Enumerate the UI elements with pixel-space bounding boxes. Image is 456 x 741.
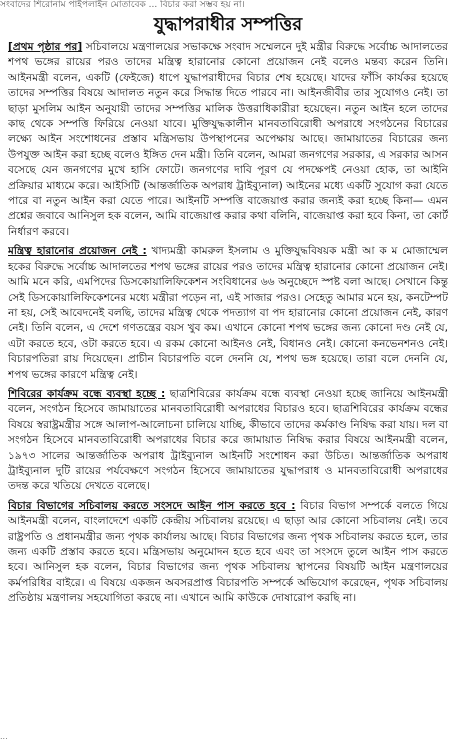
paragraph-3-lead: শিবিরের কার্যক্রম বন্ধে ব্যবস্থা হচ্ছে : — [8, 387, 166, 400]
paragraph-4-lead: বিচার বিভাগের সচিবালয় করতে সংসদে আইন পাস করতে হবে : — [8, 499, 296, 512]
paragraph-1 — [8, 40, 448, 240]
paragraph-3 — [8, 387, 448, 495]
paragraph-1-text: সচিবালয়ে মন্ত্রণালয়ের সভাকক্ষে সংবাদ সম্মেলনে দুই মন্ত্রীর বিরুদ্ধে সর্বোচ্চ আদালতের শপথ ভঙ্গের রায়ের পরও তাদের মন্ত্রিত্ব হারানোর কোনো প্রয়োজন নেই বলেও মন্তব্য করেন তিনি। আইনমন্ত্রী বলেন, একটি (ফেইজে) ধাপে যুদ্ধাপরাধীদের বিচার শেষ হয়েছে। যাদের ফাঁসি কার্যকর হয়েছে তাদের সম্পত্তির বিষয়ে আদালত নতুন করে সিদ্ধান্ত দিতে পারবে না। আইনজীবীর তার সুযোগও নেই। তা ছাড়া মুসলিম আইন অনুযায়ী তাদের সম্পত্তির মালিক উত্তরাধিকারীরা হয়েছেন। নতুন আইন হলে তাদের কাছ থেকে সম্পত্তি ফিরিয়ে নেওয়া যাবে। মুক্তিযুদ্ধকালীন মানবতাবিরোধী অপরাধে সংগঠনের বিচারের লক্ষ্যে আইন সংশোধনের প্রস্তাব মন্ত্রিসভায় উপস্থাপনের অপেক্ষায় আছে। জামায়াতের বিচারের জন্য উপযুক্ত আইন করা হচ্ছে বলেও ইঙ্গিত দেন মন্ত্রী। তিনি বলেন, আমরা জনগণের সরকার, এ সরকার আসন বসেছে যেন জনগণের মুখে হাসি ফোটে। জনগণের দাবি পূরণ যে পদক্ষেপই নেওয়া হোক, তা আইনি প্রক্রিয়ার মাধ্যমে করে। আইসিটি (আন্তর্জাতিক অপরাধ ট্রাইব্যুনাল) আইনের মধ্যে একটি সুযোগ করা যেতে পারে বা নতুন আইন করা যেতে পারে। আইনটি সম্পত্তি বাজেয়াপ্ত করার জন্যই করা হচ্ছে কিনা— এমন প্রশ্নের জবাবে আনিসুল হক বলেন, আমি বাজেয়াপ্ত করার কথা বলিনি, বাজেয়াপ্ত করা হবে কিনা, তা কোর্ট নির্ধারণ করবে। — [8, 41, 448, 238]
paragraph-4 — [8, 499, 448, 607]
paragraph-2 — [8, 244, 448, 383]
paragraph-2-lead: মন্ত্রিত্ব হারানোর প্রয়োজন নেই : — [8, 245, 147, 258]
headline: যুদ্ধাপরাধীর সম্পত্তির — [153, 14, 303, 35]
paragraph-3-text: ছাত্রশিবিরের কার্যক্রম বন্ধে ব্যবস্থা নেওয়া হচ্ছে জানিয়ে আইনমন্ত্রী বলেন, সংগঠন হিসেবে জামায়াতের মানবতাবিরোধী অপরাধের বিচারও হবে। ছাত্রশিবিরের কার্যক্রম বন্ধের বিষয়ে স্বরাষ্ট্রমন্ত্রীর সঙ্গে আলাপ-আলোচনা চালিয়ে যাচ্ছি, কীভাবে তাদের কর্মকাণ্ড নিষিদ্ধ করা যায়। দল বা সংগঠন হিসেবে মানবতাবিরোধী অপরাধের বিচার করে জামায়াত নিষিদ্ধ করার বিষয়ে আইনমন্ত্রী বলেন, ১৯৭৩ সালের আন্তর্জাতিক অপরাধ ট্রাইব্যুনাল আইনটি সংশোধন করা উচিত। আন্তর্জাতিক অপরাধ ট্রাইব্যুনাল দুটি রায়ের পর্যবেক্ষণে সংগঠন হিসেবে জামায়াতের যুদ্ধাপরাধ ও মানবতাবিরোধী অপরাধের তদন্ত করে খতিয়ে দেখতে বলেছে। — [8, 387, 448, 493]
paragraph-1-lead: [প্রথম পৃষ্ঠার পর] — [8, 41, 83, 53]
paragraph-2-text: খাদ্যমন্ত্রী কামরুল ইসলাম ও মুক্তিযুদ্ধবিষয়ক মন্ত্রী আ ক ম মোজাম্মেল হকের বিরুদ্ধে সর্বোচ্চ আদালতের শপথ ভঙ্গের রায়ের পরও তাদের মন্ত্রিত্ব হারানোর কোনো প্রয়োজন নেই। আমি মনে করি, এমপিদের ডিসকোয়ালিফিকেশন সংবিধানের ৬৬ অনুচ্ছেদে স্পষ্ট বলা আছে। সেখানে কিন্তু সেই ডিসকোয়ালিফিকেশনের মধ্যে মন্ত্রীরা পড়েন না, এই সাজার পরও। সেহেতু আমার মনে হয়, কনটেম্পট না হয়, সেই আবেদনেই বলছি, তাদের মন্ত্রিত্ব থেকে পদত্যাগ বা পদ হারানোর কোনো প্রয়োজন নেই, কারণ নেই। তিনি বলেন, এ দেশে গণতন্ত্রের বয়স খুব কম। এখানে কোনো শপথ ভঙ্গের জন্য কোনো দণ্ড নেই যে, এটা করতে হবে, ওটা করতে হবে। এ রকম কোনো আইনও নেই, বিধানও নেই। কোনো কনভেনশনও নেই। বিচারপতিরা রায় দিয়েছেন। প্রাচীন বিচারপতি বলে দেননি যে, শপথ ভঙ্গ হয়েছে। তারা বলে দেননি যে, শপথ ভঙ্গের কারণে মন্ত্রিত্ব নেই। — [8, 245, 448, 381]
paragraph-4-text: বিচার বিভাগ সম্পর্কে বলতে গিয়ে আইনমন্ত্রী বলেন, বাংলাদেশে একটি কেন্দ্রীয় সচিবালয় রয়েছে। এ ছাড়া আর কোনো সচিবালয় নেই। তবে রাষ্ট্রপতি ও প্রধানমন্ত্রীর জন্য পৃথক কার্যালয় আছে। বিচার বিভাগের জন্য পৃথক সচিবালয় করতে হলে, তার জন্য একটি প্রস্তাব করতে হবে। মন্ত্রিসভায় অনুমোদন হতে হবে এবং তা সংসদে তুলে আইন পাস করতে হবে। আনিসুল হক বলেন, বিচার বিভাগের জন্য পৃথক সচিবালয় স্থাপনের বিষয়টি আইন মন্ত্রণালয়ের কর্মপরিধির বাইরে। এ বিষয়ে একজন অবসরপ্রাপ্ত বিচারপতি সম্পর্কে অভিযোগ করেছেন, পৃথক সচিবালয় প্রতিষ্ঠায় মন্ত্রণালয় সহযোগিতা করছে না। এখানে আমি কাউকে দোষারোপ করছি না। — [8, 499, 448, 605]
cut-off-top-text: সংবাদের শিরোনাম পাইপলাইন মোতাবেক ... বিচার করা সম্ভব হয় না। — [0, 0, 245, 10]
cut-off-bottom-text: ... — [0, 733, 8, 741]
article-body — [8, 40, 448, 730]
